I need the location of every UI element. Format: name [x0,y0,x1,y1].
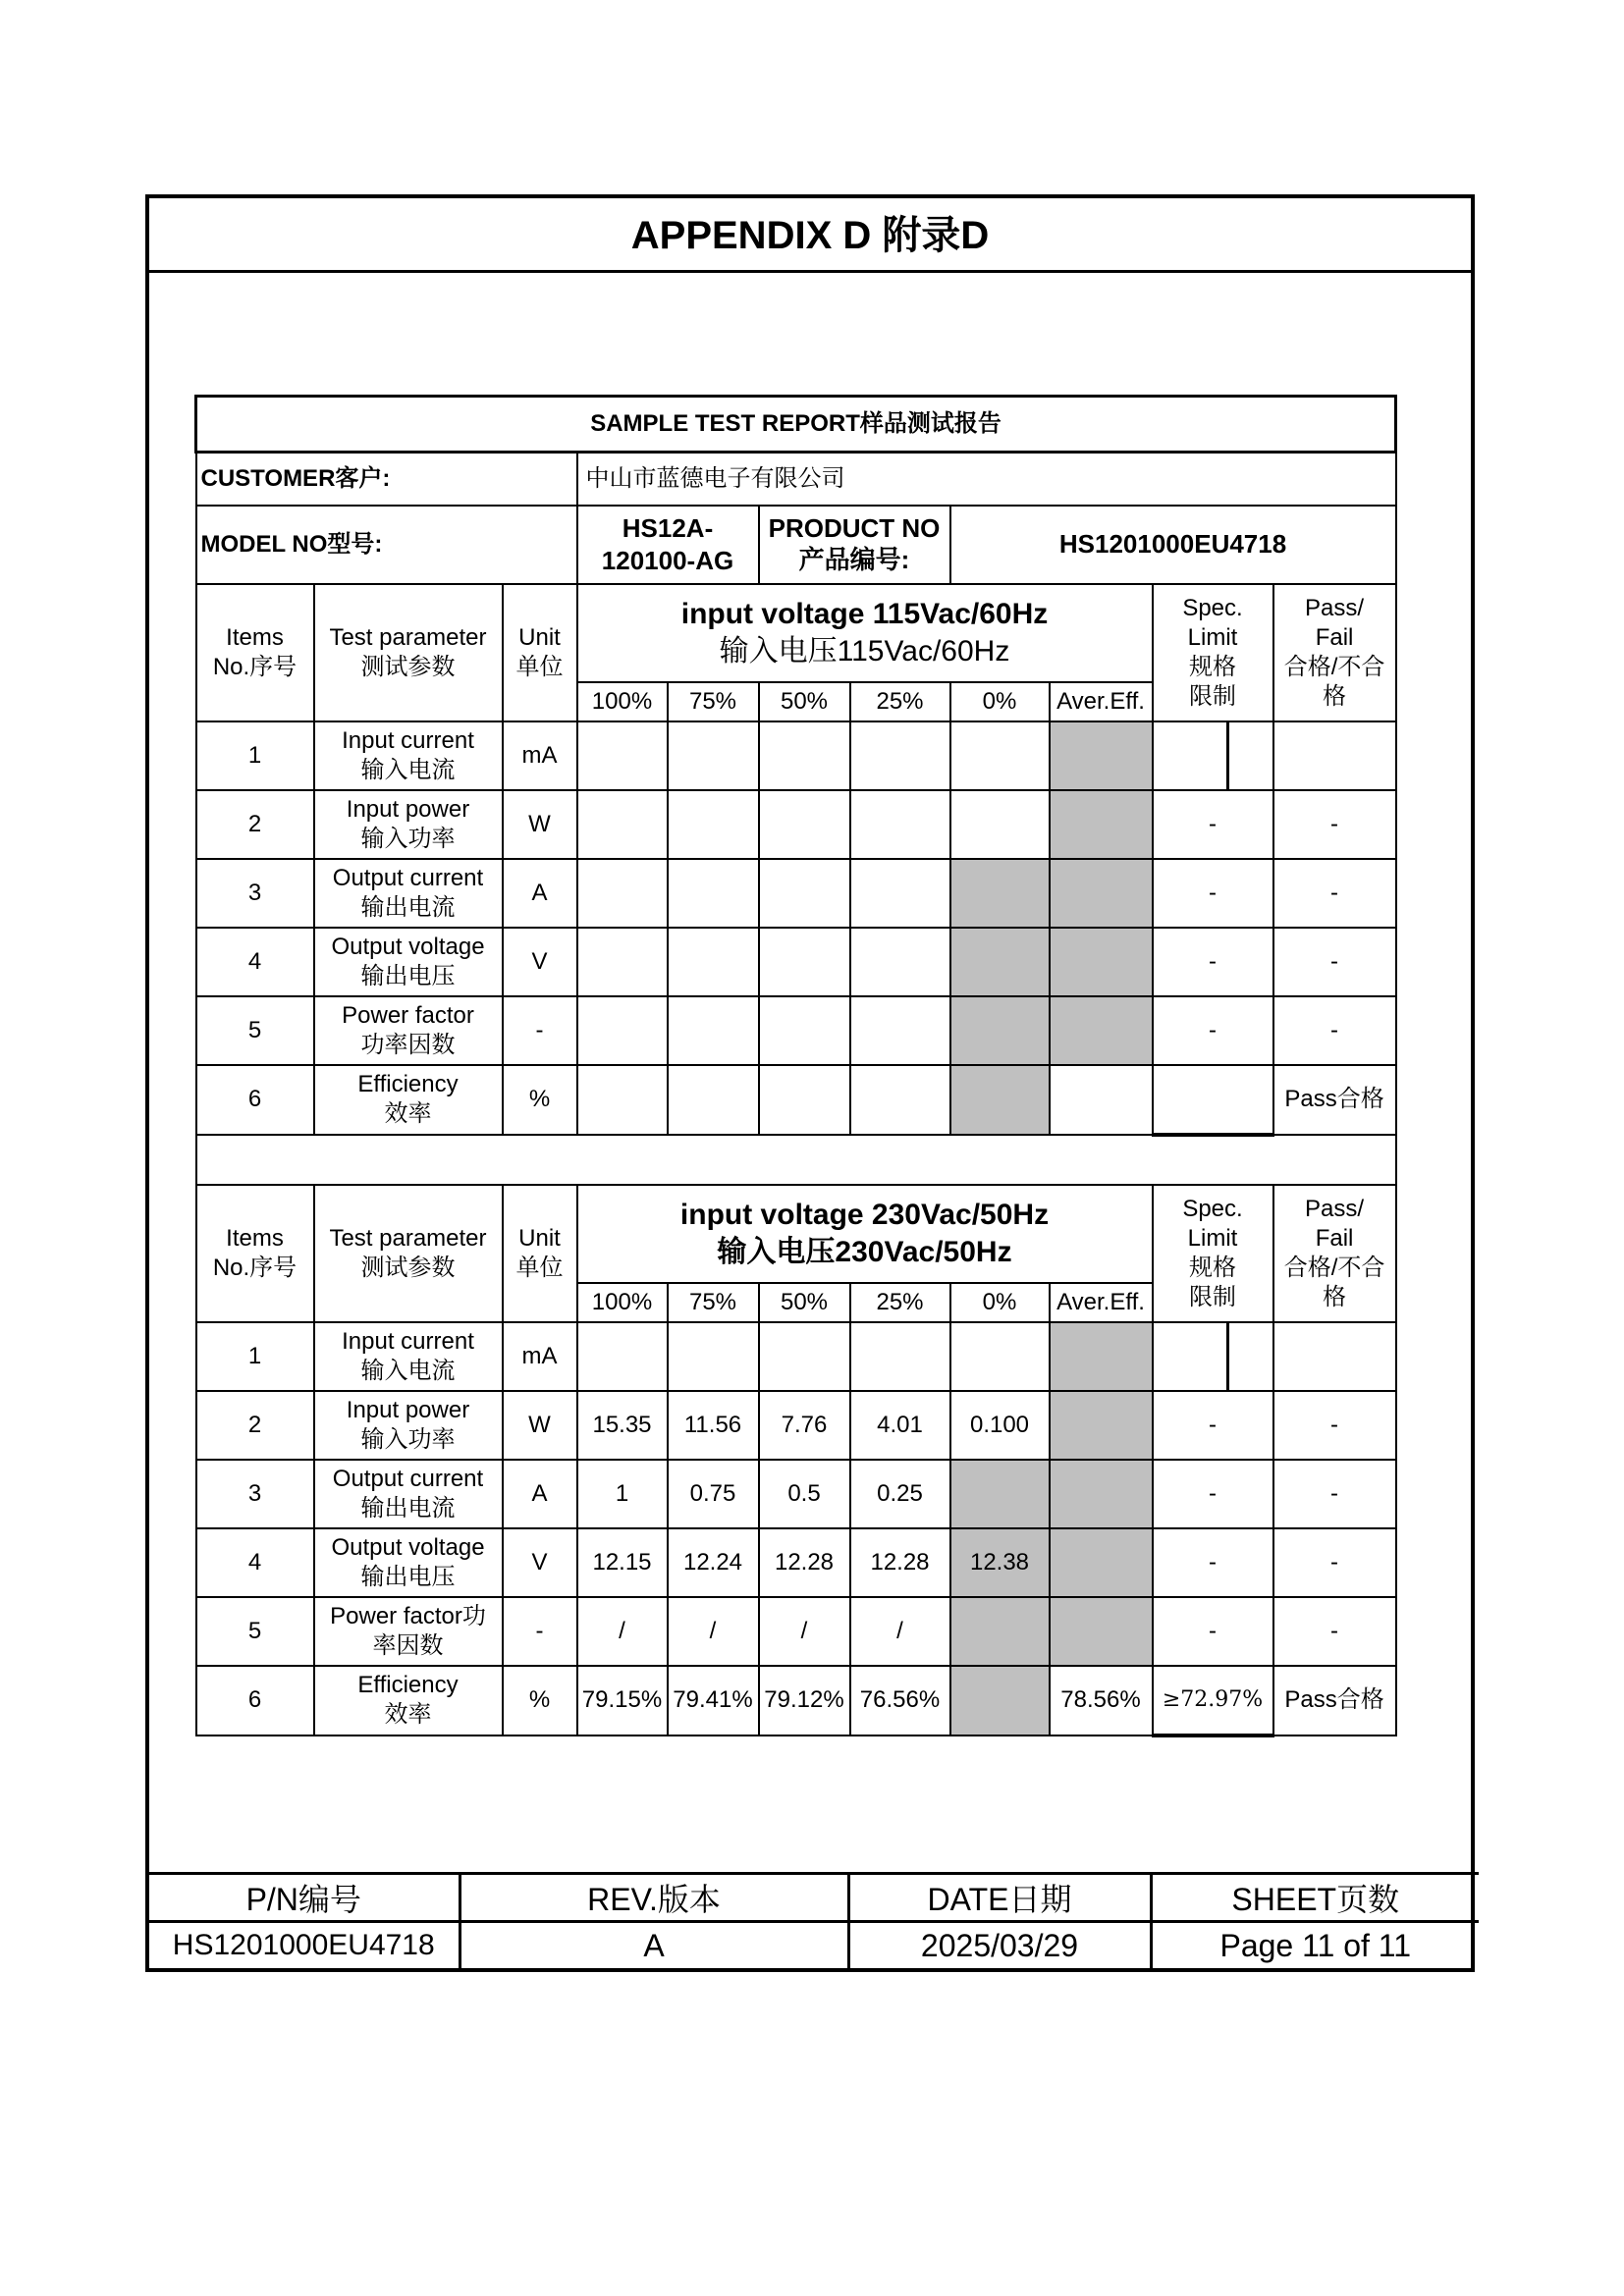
load-0: 0% [950,1283,1050,1322]
cell-pass [1273,721,1396,790]
product-no-label-cn: 产品编号: [798,544,910,574]
pass-l1: Pass/ [1305,1195,1365,1222]
param-cn: 输入功率 [360,1425,456,1453]
cell-75 [668,1065,759,1135]
cell-25 [850,721,950,790]
cell-0 [950,1322,1050,1391]
header-unit-en: Unit [518,1224,561,1252]
cell-50 [759,1322,850,1391]
row-unit: A [503,859,577,928]
param-cn: 率因数 [372,1631,444,1659]
row-no: 2 [196,790,314,859]
load-75: 75% [668,1283,759,1322]
header-param-cn: 测试参数 [360,1254,456,1281]
model-value: HS12A-120100-AG [577,506,759,584]
load-25: 25% [850,1283,950,1322]
cell-pass: - [1273,928,1396,996]
cell-spec: - [1153,1460,1273,1528]
param-cn: 输入电流 [360,756,456,783]
row-no: 1 [196,721,314,790]
pass-l3: 合格/不合 [1283,1254,1385,1281]
load-0: 0% [950,682,1050,721]
header-unit [503,584,577,721]
param-cn: 输出电流 [360,1494,456,1522]
cell-25 [850,1065,950,1135]
header-param-en: Test parameter [329,623,487,651]
cell-pass: - [1273,1597,1396,1666]
s1-row-6 [196,1065,1396,1135]
cell-spec [1153,721,1273,790]
cell-100: / [577,1597,668,1666]
s2-row-2 [196,1391,1396,1460]
row-unit: - [503,996,577,1065]
footer-sheet-label: SHEET页数 [1151,1874,1479,1922]
row-unit: - [503,1597,577,1666]
row-param [314,1666,503,1735]
pass-l4: 格 [1323,682,1347,710]
row-unit: V [503,928,577,996]
row-unit: V [503,1528,577,1597]
header-spec-limit [1153,1185,1273,1322]
cell-pass: - [1273,1391,1396,1460]
cell-50: / [759,1597,850,1666]
s1-row-5 [196,996,1396,1065]
cell-25 [850,859,950,928]
cell-25: 0.25 [850,1460,950,1528]
cell-0: 0.100 [950,1391,1050,1460]
param-cn: 输出电压 [360,1563,456,1590]
cell-50: 12.28 [759,1528,850,1597]
row-param [314,721,503,790]
load-100: 100% [577,682,668,721]
row-no: 4 [196,928,314,996]
param-en: Power factor [342,1001,474,1029]
load-50: 50% [759,1283,850,1322]
cell-pass: - [1273,996,1396,1065]
s2-row-6 [196,1666,1396,1735]
footer-pn-label: P/N编号 [149,1874,460,1922]
cell-100 [577,721,668,790]
row-no: 5 [196,996,314,1065]
param-en: Efficiency [357,1672,459,1698]
spec-l3: 规格 [1189,653,1236,680]
cell-100: 12.15 [577,1528,668,1597]
split-divider [1226,722,1229,789]
cell-pass [1273,1322,1396,1391]
cell-aver-eff [1050,928,1153,996]
cell-25: 12.28 [850,1528,950,1597]
row-no: 2 [196,1391,314,1460]
cell-75: 11.56 [668,1391,759,1460]
appendix-title: APPENDIX D 附录D [149,198,1471,273]
footer-rev-value: A [460,1922,848,1969]
cell-50 [759,928,850,996]
header-pass-fail [1273,1185,1396,1322]
cell-75 [668,928,759,996]
param-cn: 功率因数 [360,1031,456,1058]
cell-75: 12.24 [668,1528,759,1597]
row-param [314,996,503,1065]
param-en: Input current [342,1327,474,1355]
product-no-label-en: PRODUCT NO [768,513,941,544]
cell-100 [577,859,668,928]
cell-50 [759,721,850,790]
footer-date-value: 2025/03/29 [848,1922,1151,1969]
row-no: 4 [196,1528,314,1597]
param-cn: 输出电压 [360,962,456,989]
spec-l2: Limit [1187,1224,1238,1252]
cell-spec: - [1153,859,1273,928]
cell-100 [577,1065,668,1135]
cell-100: 15.35 [577,1391,668,1460]
row-param [314,1322,503,1391]
s2-row-5 [196,1597,1396,1666]
row-param [314,1528,503,1597]
split-divider [1226,1323,1229,1390]
cell-0: 12.38 [950,1528,1050,1597]
row-param [314,1597,503,1666]
param-en: Input power [346,1396,470,1423]
header-unit [503,1185,577,1322]
row-param [314,928,503,996]
spec-l2: Limit [1187,623,1238,651]
param-en: Output voltage [331,1533,485,1561]
cell-75 [668,1322,759,1391]
header-test-parameter [314,1185,503,1322]
row-unit: W [503,1391,577,1460]
param-cn: 输入功率 [360,825,456,852]
row-unit: % [503,1666,577,1735]
header-unit-cn: 单位 [515,653,564,680]
header-items-en: Items [226,1224,284,1252]
model-label: MODEL NO型号: [196,506,577,584]
row-no: 3 [196,1460,314,1528]
cell-25 [850,790,950,859]
cell-spec [1153,1065,1273,1135]
cell-25: 4.01 [850,1391,950,1460]
cell-0 [950,1460,1050,1528]
pass-l4: 格 [1323,1283,1347,1310]
cell-100: 1 [577,1460,668,1528]
cell-75: 79.41% [668,1666,759,1735]
param-en: Output current [332,1465,484,1492]
row-param [314,790,503,859]
product-no-value: HS1201000EU4718 [950,506,1396,584]
header-items [196,1185,314,1322]
cell-25 [850,1322,950,1391]
footer-sheet-value: Page 11 of 11 [1151,1922,1479,1969]
cell-aver-eff [1050,1528,1153,1597]
row-param [314,859,503,928]
product-no-label [759,506,950,584]
cell-0 [950,790,1050,859]
cell-aver-eff [1050,996,1153,1065]
section2-title-en: input voltage 230Vac/50Hz [679,1199,1050,1231]
param-en: Efficiency [357,1071,459,1097]
cell-spec [1153,1322,1273,1391]
cell-50 [759,1065,850,1135]
footer-pn-value: HS1201000EU4718 [149,1922,460,1969]
cell-75: / [668,1597,759,1666]
row-no: 5 [196,1597,314,1666]
s2-row-3 [196,1460,1396,1528]
cell-100 [577,996,668,1065]
pass-l3: 合格/不合 [1283,653,1385,680]
cell-pass: Pass合格 [1273,1065,1396,1135]
s1-row-2 [196,790,1396,859]
document-footer [149,1872,1479,1968]
param-cn: 效率 [384,1100,432,1127]
row-unit: mA [503,721,577,790]
cell-pass: - [1273,1460,1396,1528]
cell-spec: - [1153,1528,1273,1597]
param-en: Power factor功 [330,1602,486,1629]
row-no: 3 [196,859,314,928]
cell-aver-eff [1050,1322,1153,1391]
cell-100: 79.15% [577,1666,668,1735]
cell-25: 76.56% [850,1666,950,1735]
cell-100 [577,928,668,996]
cell-75: 0.75 [668,1460,759,1528]
footer-rev-label: REV.版本 [460,1874,848,1922]
cell-pass: - [1273,790,1396,859]
cell-0 [950,1666,1050,1735]
cell-pass: - [1273,859,1396,928]
cell-0 [950,859,1050,928]
header-items [196,584,314,721]
spec-l1: Spec. [1182,1195,1243,1222]
param-cn: 效率 [384,1701,432,1728]
load-aver-eff: Aver.Eff. [1050,682,1153,721]
sample-test-report-table [194,395,1397,1737]
cell-0 [950,928,1050,996]
section2-voltage-title [577,1185,1153,1283]
cell-spec: - [1153,1597,1273,1666]
section2-title-cn: 输入电压230Vac/50Hz [717,1235,1012,1268]
cell-25: / [850,1597,950,1666]
row-unit: % [503,1065,577,1135]
cell-75 [668,721,759,790]
param-cn: 输出电流 [360,893,456,921]
section1-title-en: input voltage 115Vac/60Hz [680,598,1049,630]
pass-l2: Fail [1315,623,1354,651]
cell-spec: - [1153,1391,1273,1460]
param-en: Output current [332,864,484,891]
footer-date-label: DATE日期 [848,1874,1151,1922]
cell-spec: - [1153,928,1273,996]
row-unit: mA [503,1322,577,1391]
cell-aver-eff [1050,1065,1153,1135]
cell-spec: - [1153,790,1273,859]
cell-0 [950,721,1050,790]
param-en: Input current [342,726,474,754]
appendix-frame [145,194,1475,1972]
header-spec-limit [1153,584,1273,721]
param-en: Output voltage [331,933,485,960]
cell-aver-eff [1050,721,1153,790]
row-no: 6 [196,1666,314,1735]
header-unit-en: Unit [518,623,561,651]
cell-pass: - [1273,1528,1396,1597]
section1-voltage-title [577,584,1153,682]
s2-row-4 [196,1528,1396,1597]
section-spacer [196,1135,1396,1185]
cell-50: 79.12% [759,1666,850,1735]
cell-100 [577,790,668,859]
load-75: 75% [668,682,759,721]
spec-l3: 规格 [1189,1254,1236,1281]
cell-50 [759,996,850,1065]
cell-75 [668,790,759,859]
header-param-en: Test parameter [329,1224,487,1252]
cell-75 [668,859,759,928]
cell-100 [577,1322,668,1391]
header-pass-fail [1273,584,1396,721]
pass-l1: Pass/ [1305,594,1365,621]
spec-l4: 限制 [1189,1283,1236,1310]
load-25: 25% [850,682,950,721]
header-items-cn: No.序号 [212,653,298,680]
cell-50: 0.5 [759,1460,850,1528]
header-items-cn: No.序号 [212,1254,298,1281]
section1-title-cn: 输入电压115Vac/60Hz [719,634,1010,667]
cell-25 [850,928,950,996]
report-title: SAMPLE TEST REPORT样品测试报告 [196,397,1396,453]
param-cn: 输入电流 [360,1357,456,1384]
cell-0 [950,996,1050,1065]
cell-spec: - [1153,996,1273,1065]
param-en: Input power [346,795,470,823]
row-param [314,1460,503,1528]
load-aver-eff: Aver.Eff. [1050,1283,1153,1322]
customer-label: CUSTOMER客户: [196,453,577,506]
cell-spec: ≥72.97% [1153,1666,1273,1735]
s1-row-1 [196,721,1396,790]
spacer-cell [196,1135,1396,1185]
header-param-cn: 测试参数 [360,653,456,680]
row-no: 6 [196,1065,314,1135]
spec-l1: Spec. [1182,594,1243,621]
header-unit-cn: 单位 [515,1254,564,1281]
row-unit: W [503,790,577,859]
cell-aver-eff [1050,790,1153,859]
cell-aver-eff [1050,859,1153,928]
cell-aver-eff [1050,1391,1153,1460]
cell-50: 7.76 [759,1391,850,1460]
cell-aver-eff [1050,1597,1153,1666]
cell-0 [950,1065,1050,1135]
row-param [314,1391,503,1460]
pass-l2: Fail [1315,1224,1354,1252]
s1-row-4 [196,928,1396,996]
header-test-parameter [314,584,503,721]
cell-25 [850,996,950,1065]
load-50: 50% [759,682,850,721]
row-param [314,1065,503,1135]
s2-row-1 [196,1322,1396,1391]
header-items-en: Items [226,623,284,651]
cell-50 [759,790,850,859]
s1-row-3 [196,859,1396,928]
cell-aver-eff: 78.56% [1050,1666,1153,1735]
customer-value: 中山市蓝德电子有限公司 [577,453,1396,506]
row-unit: A [503,1460,577,1528]
cell-aver-eff [1050,1460,1153,1528]
cell-pass: Pass合格 [1273,1666,1396,1735]
spec-l4: 限制 [1189,682,1236,710]
cell-50 [759,859,850,928]
cell-75 [668,996,759,1065]
cell-0 [950,1597,1050,1666]
load-100: 100% [577,1283,668,1322]
row-no: 1 [196,1322,314,1391]
